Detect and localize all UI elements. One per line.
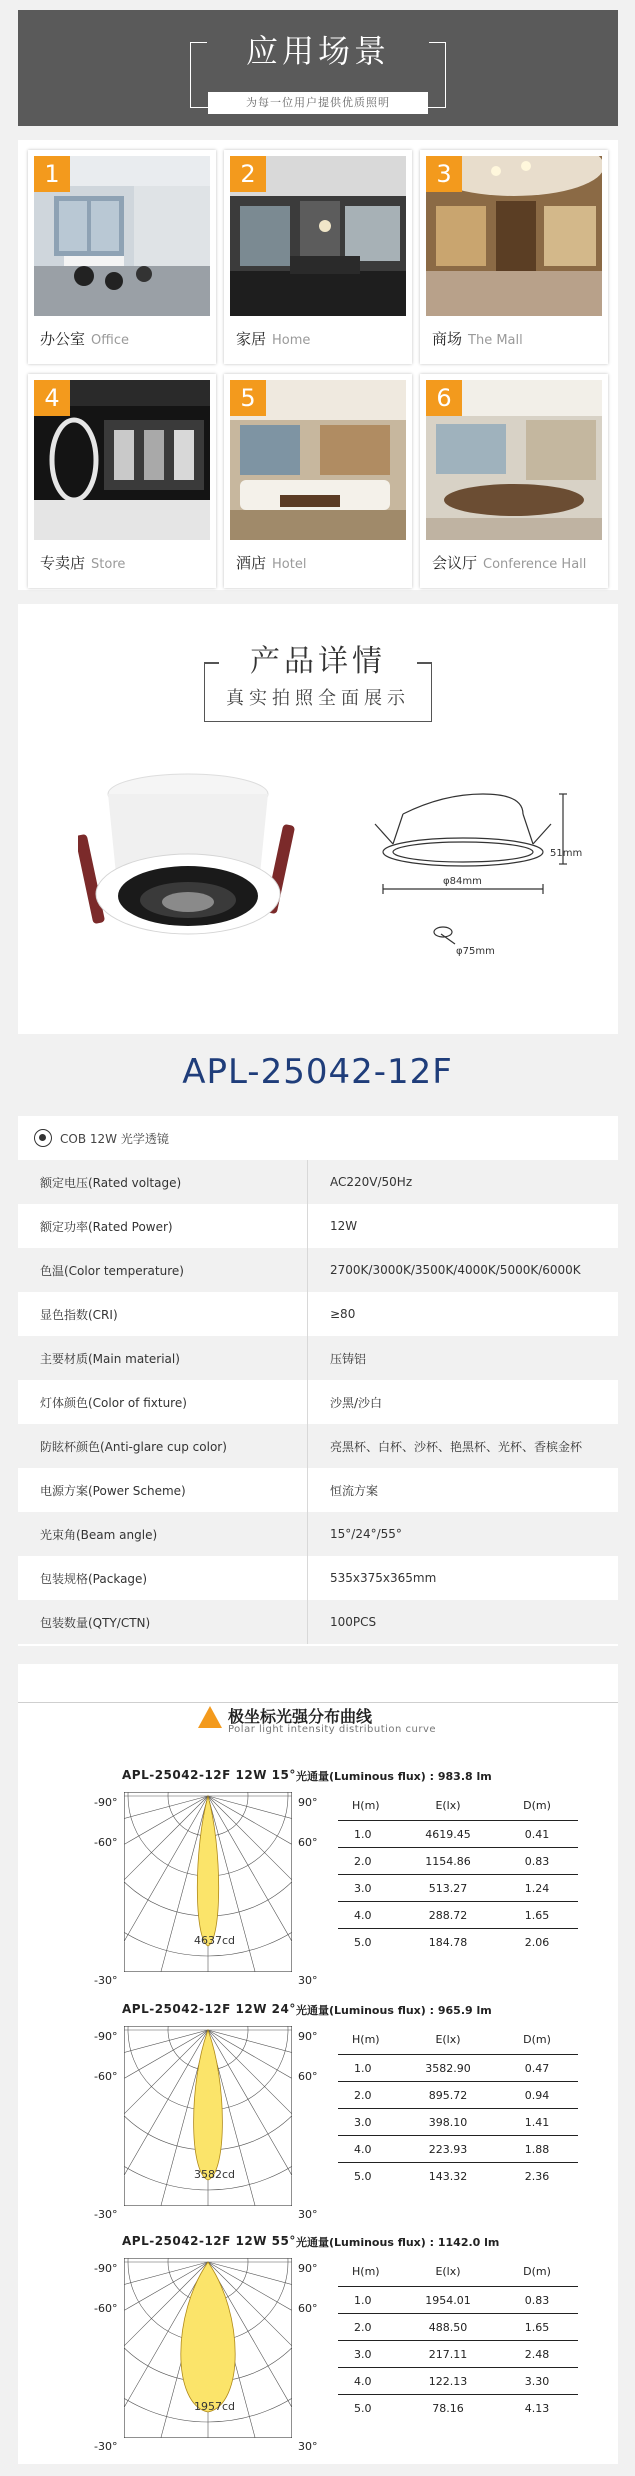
- spec-row: [18, 1468, 618, 1512]
- polar-divider: [18, 1702, 618, 1703]
- product-photo: [78, 764, 298, 954]
- spec-value: 535x375x365mm: [330, 1571, 437, 1585]
- peak-intensity-label: 3582cd: [194, 2168, 236, 2181]
- table-header-cell: E(lx): [435, 1798, 461, 1812]
- table-cell: 1.65: [524, 2320, 550, 2334]
- luminous-flux-label: 光通量(Luminous flux) : 1142.0 lm: [296, 2236, 500, 2249]
- table-cell: 1.65: [524, 1908, 550, 1922]
- spec-key: 灯体颜色(Color of fixture): [18, 1380, 308, 1424]
- scene-caption-zh: 办公室: [40, 330, 86, 348]
- detail-title: 产品详情: [250, 644, 386, 679]
- scene-caption-en: Hotel: [272, 557, 307, 572]
- table-row: [338, 2108, 578, 2135]
- table-cell: 1954.01: [425, 2293, 471, 2307]
- table-cell: 3.0: [354, 2347, 372, 2361]
- scene-caption-en: The Mall: [468, 333, 523, 348]
- bulb-icon: [34, 1129, 52, 1147]
- table-row: [338, 2135, 578, 2162]
- illuminance-table: [338, 2024, 578, 2189]
- table-cell: 1.0: [354, 1827, 372, 1841]
- table-cell: 3.0: [354, 1881, 372, 1895]
- polar-angle-label: -90°: [94, 1796, 118, 1809]
- table-cell: 78.16: [432, 2401, 464, 2415]
- polar-title: 极坐标光强分布曲线: [228, 1707, 373, 1726]
- spec-key: 主要材质(Main material): [18, 1336, 308, 1380]
- table-cell: 1.0: [354, 2293, 372, 2307]
- model-title: APL-25042-12F: [182, 1052, 453, 1092]
- table-cell: 4.0: [354, 2142, 372, 2156]
- scene-card-mall: [420, 150, 608, 364]
- table-cell: 288.72: [428, 1908, 468, 1922]
- spec-table: [18, 1116, 618, 1646]
- spec-key: 额定电压(Rated voltage): [18, 1160, 308, 1204]
- polar-chart: [122, 2256, 294, 2442]
- spec-value: 亮黑杯、白杯、沙杯、艳黑杯、光杯、香槟金杯: [330, 1439, 583, 1454]
- table-cell: 3582.90: [425, 2061, 471, 2075]
- table-row: [338, 2286, 578, 2313]
- table-header-cell: D(m): [523, 2032, 551, 2046]
- spec-key: 防眩杯颜色(Anti-glare cup color): [18, 1424, 308, 1468]
- spec-value: AC220V/50Hz: [330, 1175, 413, 1189]
- scenes-title: 应用场景: [245, 32, 390, 70]
- scene-number-badge: 4: [34, 380, 70, 416]
- table-cell: 2.48: [524, 2347, 550, 2361]
- spec-header-text: COB 12W 光学透镜: [60, 1131, 169, 1146]
- spec-key: 电源方案(Power Scheme): [18, 1468, 308, 1512]
- scene-caption: [432, 328, 523, 349]
- table-cell: 4.0: [354, 2374, 372, 2388]
- scene-number-badge: 1: [34, 156, 70, 192]
- dim-height-label: 51mm: [550, 848, 583, 859]
- spec-row: [18, 1160, 618, 1204]
- spec-row: [18, 1204, 618, 1248]
- polar-angle-label: 60°: [298, 2070, 318, 2083]
- spec-key: 包装规格(Package): [18, 1556, 308, 1600]
- polar-block: [18, 1768, 618, 2004]
- scene-caption-zh: 酒店: [236, 554, 267, 572]
- scene-caption: [40, 328, 129, 349]
- table-cell: 0.94: [524, 2088, 550, 2102]
- spec-header: [18, 1116, 618, 1160]
- spec-row: [18, 1556, 618, 1600]
- product-detail-section: [18, 604, 618, 1034]
- table-row: [338, 1847, 578, 1874]
- table-header-cell: D(m): [523, 1798, 551, 1812]
- table-header-cell: E(lx): [435, 2032, 461, 2046]
- spec-key: 包装数量(QTY/CTN): [18, 1600, 308, 1644]
- polar-section: [18, 1664, 618, 2464]
- polar-angle-label: 30°: [298, 2440, 318, 2453]
- polar-block: [18, 2002, 618, 2238]
- detail-subtitle: 真实拍照全面展示: [226, 688, 410, 709]
- table-header-cell: H(m): [352, 2032, 380, 2046]
- table-row: [338, 1901, 578, 1928]
- dim-cut-label: φ75mm: [456, 946, 495, 957]
- table-cell: 122.13: [428, 2374, 468, 2388]
- table-row: [338, 1874, 578, 1901]
- table-cell: 2.06: [524, 1935, 550, 1949]
- spec-value: 恒流方案: [330, 1483, 379, 1498]
- luminous-flux-label: 光通量(Luminous flux) : 965.9 lm: [296, 2004, 492, 2017]
- table-cell: 1.0: [354, 2061, 372, 2075]
- beam-curve: [197, 1796, 218, 1946]
- scene-number-badge: 2: [230, 156, 266, 192]
- table-row: [338, 2162, 578, 2189]
- polar-angle-label: 30°: [298, 2208, 318, 2221]
- spec-row: [18, 1600, 618, 1644]
- warning-triangle-icon: [198, 1706, 222, 1728]
- table-cell: 895.72: [428, 2088, 468, 2102]
- illuminance-table-header: [338, 2024, 578, 2054]
- scene-card-hotel: [224, 374, 412, 588]
- table-header-cell: E(lx): [435, 2264, 461, 2278]
- table-cell: 5.0: [354, 2401, 372, 2415]
- scene-card-conference: [420, 374, 608, 588]
- dim-outer-label: φ84mm: [443, 876, 482, 887]
- scene-caption: [236, 552, 306, 573]
- table-cell: 4.13: [524, 2401, 550, 2415]
- table-cell: 143.32: [428, 2169, 468, 2183]
- table-cell: 513.27: [428, 1881, 468, 1895]
- polar-block: [18, 2234, 618, 2470]
- scene-caption-zh: 会议厅: [432, 554, 478, 572]
- scenes-grid: [18, 140, 618, 590]
- illuminance-table: [338, 1790, 578, 1955]
- table-cell: 2.0: [354, 2088, 372, 2102]
- table-cell: 2.0: [354, 1854, 372, 1868]
- scene-number-badge: 3: [426, 156, 462, 192]
- scene-card-home: [224, 150, 412, 364]
- table-cell: 4619.45: [425, 1827, 471, 1841]
- polar-subtitle: Polar light intensity distribution curve: [228, 1724, 437, 1735]
- table-row: [338, 1928, 578, 1955]
- polar-angle-label: -30°: [94, 1974, 118, 1987]
- table-row: [338, 2054, 578, 2081]
- polar-angle-label: -30°: [94, 2208, 118, 2221]
- scene-caption: [236, 328, 310, 349]
- scene-caption-en: Conference Hall: [483, 557, 587, 572]
- spec-key: 光束角(Beam angle): [18, 1512, 308, 1556]
- peak-intensity-label: 1957cd: [194, 2400, 236, 2413]
- polar-angle-label: 90°: [298, 1796, 318, 1809]
- scene-card-office: [28, 150, 216, 364]
- spec-row: [18, 1512, 618, 1556]
- table-cell: 5.0: [354, 2169, 372, 2183]
- spec-value: 2700K/3000K/3500K/4000K/5000K/6000K: [330, 1263, 581, 1277]
- table-row: [338, 2367, 578, 2394]
- table-header-cell: H(m): [352, 1798, 380, 1812]
- beam-curve: [194, 2030, 223, 2180]
- scene-card-store: [28, 374, 216, 588]
- table-cell: 184.78: [428, 1935, 468, 1949]
- scene-caption: [432, 552, 586, 573]
- polar-angle-label: 90°: [298, 2262, 318, 2275]
- polar-angle-label: -90°: [94, 2030, 118, 2043]
- table-cell: 0.47: [524, 2061, 550, 2075]
- table-cell: 2.0: [354, 2320, 372, 2334]
- table-cell: 217.11: [428, 2347, 468, 2361]
- illuminance-table-header: [338, 1790, 578, 1820]
- table-row: [338, 2313, 578, 2340]
- table-row: [338, 2081, 578, 2108]
- table-cell: 3.30: [524, 2374, 550, 2388]
- polar-angle-label: -90°: [94, 2262, 118, 2275]
- table-cell: 488.50: [428, 2320, 468, 2334]
- polar-angle-label: -60°: [94, 2070, 118, 2083]
- polar-chart: [122, 1790, 294, 1976]
- polar-block-title: APL-25042-12F 12W 15°: [122, 1768, 296, 1782]
- scene-number-badge: 5: [230, 380, 266, 416]
- table-cell: 1.24: [524, 1881, 550, 1895]
- polar-angle-label: -60°: [94, 1836, 118, 1849]
- spec-value: 100PCS: [330, 1615, 377, 1629]
- scenes-subtitle: 为每一位用户提供优质照明: [208, 92, 428, 114]
- table-cell: 2.36: [524, 2169, 550, 2183]
- polar-block-title: APL-25042-12F 12W 55°: [122, 2234, 296, 2248]
- polar-chart: [122, 2024, 294, 2210]
- polar-angle-label: 60°: [298, 1836, 318, 1849]
- spec-row: [18, 1292, 618, 1336]
- scene-number-badge: 6: [426, 380, 462, 416]
- beam-curve: [181, 2262, 235, 2412]
- table-cell: 5.0: [354, 1935, 372, 1949]
- scenes-header: [18, 10, 618, 126]
- table-cell: 0.41: [524, 1827, 550, 1841]
- table-cell: 0.83: [524, 1854, 550, 1868]
- spec-row: [18, 1248, 618, 1292]
- polar-angle-label: 90°: [298, 2030, 318, 2043]
- table-header-cell: H(m): [352, 2264, 380, 2278]
- table-cell: 1.88: [524, 2142, 550, 2156]
- illuminance-table: [338, 2256, 578, 2421]
- polar-angle-label: 30°: [298, 1974, 318, 1987]
- scene-caption-zh: 专卖店: [40, 554, 86, 572]
- table-cell: 4.0: [354, 1908, 372, 1922]
- scene-caption: [40, 552, 125, 573]
- spec-value: 压铸铝: [330, 1351, 367, 1366]
- spec-value: 15°/24°/55°: [330, 1527, 402, 1541]
- spec-row: [18, 1336, 618, 1380]
- spec-value: ≥80: [330, 1307, 356, 1321]
- table-cell: 0.83: [524, 2293, 550, 2307]
- table-cell: 398.10: [428, 2115, 468, 2129]
- spec-value: 12W: [330, 1219, 358, 1233]
- table-row: [338, 2340, 578, 2367]
- polar-angle-label: -30°: [94, 2440, 118, 2453]
- illuminance-table-header: [338, 2256, 578, 2286]
- polar-angle-label: -60°: [94, 2302, 118, 2315]
- luminous-flux-label: 光通量(Luminous flux) : 983.8 lm: [296, 1770, 492, 1783]
- table-row: [338, 1820, 578, 1847]
- polar-angle-label: 60°: [298, 2302, 318, 2315]
- spec-key: 色温(Color temperature): [18, 1248, 308, 1292]
- table-row: [338, 2394, 578, 2421]
- table-cell: 1154.86: [425, 1854, 471, 1868]
- scene-caption-zh: 商场: [432, 330, 463, 348]
- spec-key: 显色指数(CRI): [18, 1292, 308, 1336]
- scene-caption-en: Office: [91, 333, 129, 348]
- spec-key: 额定功率(Rated Power): [18, 1204, 308, 1248]
- scene-caption-zh: 家居: [236, 330, 267, 348]
- spec-row: [18, 1424, 618, 1468]
- polar-block-title: APL-25042-12F 12W 24°: [122, 2002, 296, 2016]
- table-cell: 223.93: [428, 2142, 468, 2156]
- scene-caption-en: Home: [272, 333, 311, 348]
- table-cell: 1.41: [524, 2115, 550, 2129]
- table-header-cell: D(m): [523, 2264, 551, 2278]
- spec-row: [18, 1380, 618, 1424]
- spec-value: 沙黑/沙白: [330, 1395, 383, 1410]
- peak-intensity-label: 4637cd: [194, 1934, 236, 1947]
- table-cell: 3.0: [354, 2115, 372, 2129]
- scene-caption-en: Store: [91, 557, 126, 572]
